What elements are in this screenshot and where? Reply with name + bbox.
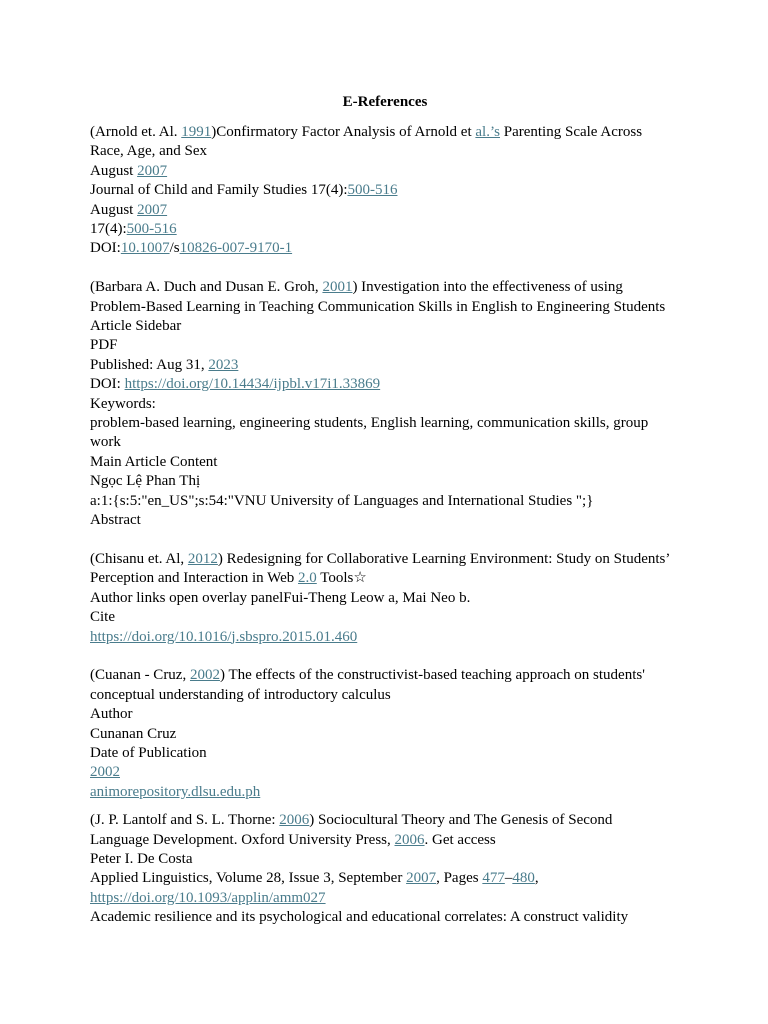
year-link[interactable]: 1991 bbox=[181, 124, 212, 140]
ref-text: )Confirmatory Factor Analysis of Arnold et bbox=[211, 124, 476, 140]
ref-line: Cite bbox=[90, 609, 115, 626]
ref-line: Abstract bbox=[90, 512, 141, 529]
page-link[interactable]: 477 bbox=[482, 870, 505, 887]
ref-text: August bbox=[90, 201, 138, 218]
spacer bbox=[90, 259, 680, 278]
web-version-link[interactable]: 2.0 bbox=[298, 570, 317, 587]
ref-text: (J. P. Lantolf and S. L. Thorne: bbox=[90, 812, 280, 829]
spacer bbox=[90, 647, 680, 666]
reference-chisanu bbox=[90, 550, 680, 647]
ref-line: Author bbox=[90, 706, 133, 723]
ref-text: /s bbox=[169, 240, 180, 257]
year-link[interactable]: 2006 bbox=[394, 831, 425, 848]
ref-text: Tools☆ bbox=[316, 570, 367, 587]
ref-text: (Arnold et. Al. bbox=[90, 124, 182, 140]
ref-line bbox=[90, 220, 680, 239]
ref-text: – bbox=[504, 870, 513, 887]
year-link[interactable]: 2001 bbox=[322, 279, 353, 296]
reference-lantolf-thorne bbox=[90, 811, 680, 927]
ref-text: , Pages bbox=[436, 870, 483, 887]
year-link[interactable]: 2002 bbox=[189, 667, 220, 684]
ref-line: Ngọc Lệ Phan Thị bbox=[90, 473, 201, 490]
year-link[interactable]: 2002 bbox=[90, 764, 120, 781]
ref-text: . Get access bbox=[424, 831, 496, 848]
year-link[interactable]: 2007 bbox=[137, 201, 168, 218]
ref-line: PDF bbox=[90, 337, 118, 354]
ref-text: (Barbara A. Duch and Dusan E. Groh, bbox=[90, 279, 323, 296]
ref-line bbox=[90, 889, 680, 908]
ref-text: ) Investigation into the effectiveness of using bbox=[352, 279, 623, 296]
ref-line: Race, Age, and Sex bbox=[90, 143, 208, 160]
page-link[interactable]: 480 bbox=[512, 870, 535, 887]
doi-link[interactable]: 10826-007-9170-1 bbox=[179, 240, 293, 257]
ref-text: (Chisanu et. Al, bbox=[90, 550, 188, 567]
ref-line: Keywords: bbox=[90, 395, 156, 412]
year-link[interactable]: 2012 bbox=[187, 550, 218, 567]
spacer bbox=[90, 113, 680, 123]
ref-line: conceptual understanding of introductory calculus bbox=[90, 686, 391, 703]
ref-line: Article Sidebar bbox=[90, 318, 182, 335]
ref-line: Problem-Based Learning in Teaching Communication Skills in English to Engineering Students bbox=[90, 298, 666, 315]
ref-line bbox=[90, 666, 680, 685]
ref-line bbox=[90, 628, 680, 647]
ref-line: work bbox=[90, 434, 121, 451]
ref-line bbox=[90, 831, 680, 850]
ref-text: Journal of Child and Family Studies 17(4): bbox=[90, 182, 348, 199]
year-link[interactable]: 2007 bbox=[137, 162, 168, 179]
ref-line: Date of Publication bbox=[90, 744, 207, 761]
ref-line bbox=[90, 201, 680, 220]
ref-text: ) The effects of the constructivist-based teaching approach on students' bbox=[219, 667, 645, 684]
reference-cuanan-cruz bbox=[90, 666, 680, 802]
page-title: E-References bbox=[342, 94, 428, 110]
document-page bbox=[90, 91, 680, 928]
ref-line bbox=[90, 278, 680, 297]
ref-line bbox=[90, 783, 680, 802]
ref-text: ) Redesigning for Collaborative Learning Environment: Study on Students’ bbox=[217, 550, 671, 567]
reference-duch-groh bbox=[90, 278, 680, 530]
ref-line bbox=[90, 550, 680, 569]
ref-text: DOI: bbox=[90, 376, 125, 393]
year-link[interactable]: 2006 bbox=[279, 812, 310, 829]
ref-line bbox=[90, 569, 680, 588]
doi-link[interactable]: 10.1007 bbox=[120, 240, 170, 257]
year-link[interactable]: 2023 bbox=[208, 356, 239, 373]
ref-line: problem-based learning, engineering students, English learning, communication skills, group bbox=[90, 415, 649, 432]
ref-line: Academic resilience and its psychological and educational correlates: A construct validity bbox=[90, 909, 629, 926]
ref-text: (Cuanan - Cruz, bbox=[90, 667, 190, 684]
ref-line bbox=[90, 181, 680, 200]
ref-line: Peter I. De Costa bbox=[90, 850, 193, 867]
ref-line bbox=[90, 375, 680, 394]
reference-arnold bbox=[90, 123, 680, 259]
year-link[interactable]: 2007 bbox=[406, 870, 437, 887]
author-link[interactable]: al.’s bbox=[475, 124, 500, 140]
ref-line bbox=[90, 811, 680, 830]
ref-line bbox=[90, 356, 680, 375]
spacer bbox=[90, 802, 680, 811]
ref-text: Parenting Scale Across bbox=[499, 124, 643, 140]
ref-line: Main Article Content bbox=[90, 453, 218, 470]
ref-text: Language Development. Oxford University Press, bbox=[90, 831, 395, 848]
doi-link[interactable]: https://doi.org/10.14434/ijpbl.v17i1.33869 bbox=[124, 376, 381, 393]
ref-text: Published: Aug 31, bbox=[90, 356, 209, 373]
ref-line bbox=[90, 869, 680, 888]
ref-line: a:1:{s:5:"en_US";s:54:"VNU University of Languages and International Studies ";} bbox=[90, 492, 594, 509]
pages-link[interactable]: 500-516 bbox=[347, 182, 398, 199]
doi-link[interactable]: https://doi.org/10.1093/applin/amm027 bbox=[90, 889, 326, 906]
ref-line bbox=[90, 162, 680, 181]
ref-line bbox=[90, 239, 680, 258]
repository-link[interactable]: animorepository.dlsu.edu.ph bbox=[90, 783, 261, 800]
ref-text: , bbox=[534, 870, 539, 887]
ref-text: 17(4): bbox=[90, 221, 127, 238]
ref-text: ) Sociocultural Theory and The Genesis of Second bbox=[309, 812, 613, 829]
ref-line bbox=[90, 123, 680, 142]
ref-line: Cunanan Cruz bbox=[90, 725, 177, 742]
ref-text: August bbox=[90, 162, 138, 179]
ref-text: Applied Linguistics, Volume 28, Issue 3, September bbox=[90, 870, 407, 887]
spacer bbox=[90, 531, 680, 550]
pages-link[interactable]: 500-516 bbox=[126, 221, 177, 238]
doi-link[interactable]: https://doi.org/10.1016/j.sbspro.2015.01.460 bbox=[90, 628, 358, 645]
ref-text: Perception and Interaction in Web bbox=[90, 570, 299, 587]
ref-line bbox=[90, 763, 680, 782]
ref-text: DOI: bbox=[90, 240, 121, 257]
ref-line: Author links open overlay panelFui-Theng Leow a, Mai Neo b. bbox=[90, 589, 471, 606]
